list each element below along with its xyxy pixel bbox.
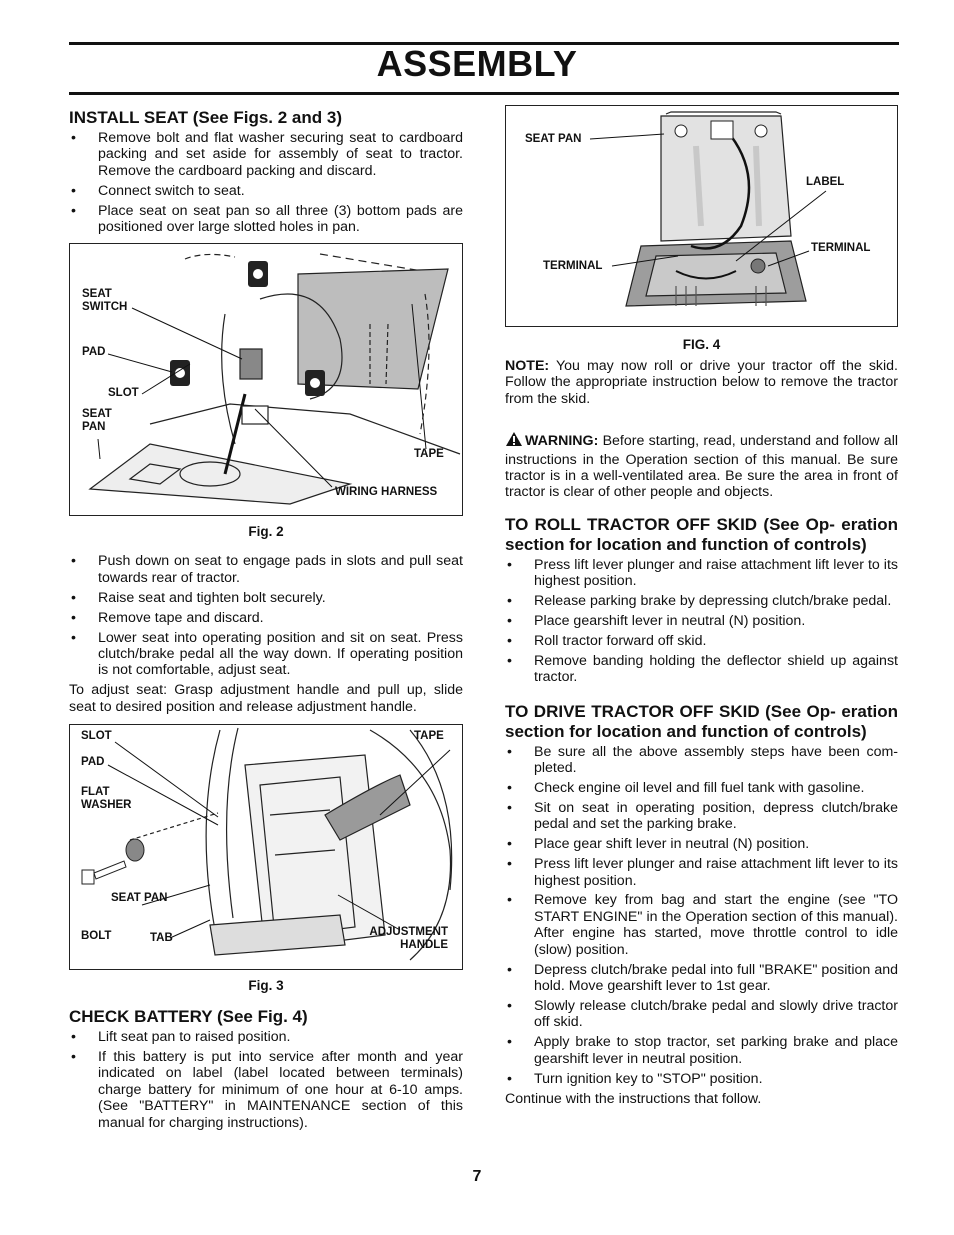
note-lead: NOTE: [505, 358, 550, 374]
list-item: • Place gearshift lever in neutral (N) position. [505, 613, 898, 629]
install-seat-heading: INSTALL SEAT (See Figs. 2 and 3) [69, 108, 342, 127]
label-tape: TAPE [414, 448, 444, 461]
list-item: • Be sure all the above assembly steps have been com- pleted. [505, 744, 898, 777]
figure-3-caption: Fig. 3 [248, 978, 284, 994]
figure-2-illustration [70, 244, 462, 515]
title-underline [69, 92, 899, 95]
list-item: • Connect switch to seat. [69, 183, 463, 199]
warning-lead: WARNING: [525, 433, 599, 450]
list-item: • Remove tape and discard. [69, 610, 463, 626]
list-item: • Place gear shift lever in neutral (N) position. [505, 836, 898, 852]
list-item: • Push down on seat to engage pads in slots and pull seat towards rear of tractor. [69, 553, 463, 586]
label-adjustment-handle: ADJUSTMENT HANDLE [369, 926, 448, 952]
label-slot: SLOT [108, 387, 139, 400]
note-text: You may now roll or drive your tractor off the skid. Follow the appropriate instruction below to remove the tractor from the skid. [505, 358, 898, 407]
list-item: • Place seat on seat pan so all three (3) bottom pads are positioned over large slotted holes in pan. [69, 203, 463, 236]
figure-4 [505, 105, 898, 327]
list-item: • Release parking brake by depressing clutch/brake pedal. [505, 593, 898, 609]
page-number: 7 [472, 1168, 482, 1185]
closing-text: Continue with the instructions that follow. [505, 1090, 762, 1107]
note-paragraph [505, 358, 898, 407]
list-item: • Depress clutch/brake pedal into full "BRAKE" position and hold. Move gearshift lever to 1st gear. [505, 962, 898, 995]
drive-off-list [505, 744, 898, 1087]
list-item: • Slowly release clutch/brake pedal and slowly drive tractor off skid. [505, 998, 898, 1031]
label-terminal-left: TERMINAL [543, 260, 603, 272]
label-tape: TAPE [414, 730, 444, 743]
figure-2-caption: Fig. 2 [248, 524, 284, 540]
list-item: • Turn ignition key to "STOP" position. [505, 1071, 898, 1087]
warning-icon [505, 431, 523, 451]
adjust-seat-text: To adjust seat: Grasp adjustment handle and pull up, slide seat to desired position and release adjustment handle. [69, 682, 463, 715]
seat-steps-list [69, 553, 463, 678]
list-item: • Lift seat pan to raised position. [69, 1029, 463, 1045]
label-pad: PAD [81, 756, 105, 769]
label-seat-pan: SEAT PAN [525, 133, 582, 145]
list-item: • Apply brake to stop tractor, set parking brake and place gearshift lever in neutral position. [505, 1034, 898, 1067]
list-item: • Remove banding holding the deflector shield up against tractor. [505, 653, 898, 686]
label-flat-washer: FLAT WASHER [81, 786, 132, 812]
list-item: • Lower seat into operating position and sit on seat. Press clutch/brake pedal all the way down. If operating position is not comfortable, adjust seat. [69, 630, 463, 679]
label-seat-pan: SEAT PAN [82, 408, 112, 434]
list-item: • Remove key from bag and start the engine (see "TO START ENGINE" in the Operation section of this manual). After engine has started, move throttle control to idle (slow) position. [505, 892, 898, 958]
label-bolt: BOLT [81, 930, 112, 943]
drive-off-heading: TO DRIVE TRACTOR OFF SKID (See Op- eration section for location and function of controls) [505, 701, 898, 741]
warning-paragraph [505, 431, 898, 501]
label-label: LABEL [806, 176, 845, 188]
check-battery-list [69, 1029, 463, 1131]
figure-4-caption: FIG. 4 [682, 337, 721, 352]
label-seat-pan: SEAT PAN [111, 892, 168, 905]
list-item: • Roll tractor forward off skid. [505, 633, 898, 649]
warning-text: Before starting, read, understand and follow all instructions in the Operation section of this manual. Be sure tractor is in a well-ventilated area. Be sure the area in front of tractor is clear of other people and objects. [505, 433, 898, 501]
list-item: • Press lift lever plunger and raise attachment lift lever to its highest position. [505, 856, 898, 889]
list-item: • Remove bolt and flat washer securing seat to cardboard packing and set aside for assembly of seat to tractor. Remove the cardboard packing and discard. [69, 130, 463, 179]
right-column [505, 105, 898, 1107]
figure-2 [69, 243, 463, 516]
label-tab: TAB [150, 932, 173, 945]
list-item: • Press lift lever plunger and raise attachment lift lever to its highest position. [505, 557, 898, 590]
page-title: ASSEMBLY [376, 43, 578, 84]
label-wiring-harness: WIRING HARNESS [335, 486, 438, 499]
check-battery-heading: CHECK BATTERY (See Fig. 4) [69, 1007, 308, 1027]
label-terminal-right: TERMINAL [811, 242, 871, 254]
left-column [69, 108, 463, 1135]
roll-off-heading: TO ROLL TRACTOR OFF SKID (See Op- eration section for location and function of controls) [505, 514, 898, 554]
label-pad: PAD [82, 346, 106, 359]
install-seat-list [69, 130, 463, 235]
label-seat-switch: SEAT SWITCH [82, 288, 128, 314]
roll-off-list [505, 557, 898, 686]
list-item: • Raise seat and tighten bolt securely. [69, 590, 463, 606]
list-item: • Check engine oil level and fill fuel tank with gasoline. [505, 780, 898, 796]
list-item: • Sit on seat in operating position, depress clutch/brake pedal and set the parking brake. [505, 800, 898, 833]
list-item: • If this battery is put into service after month and year indicated on label (label located between terminals) charge battery for minimum of one hour at 6-10 amps. (See "BATTERY" in MAINTENANCE section of this manual for charging instructions). [69, 1049, 463, 1131]
figure-3 [69, 724, 463, 970]
label-slot: SLOT [81, 730, 112, 743]
